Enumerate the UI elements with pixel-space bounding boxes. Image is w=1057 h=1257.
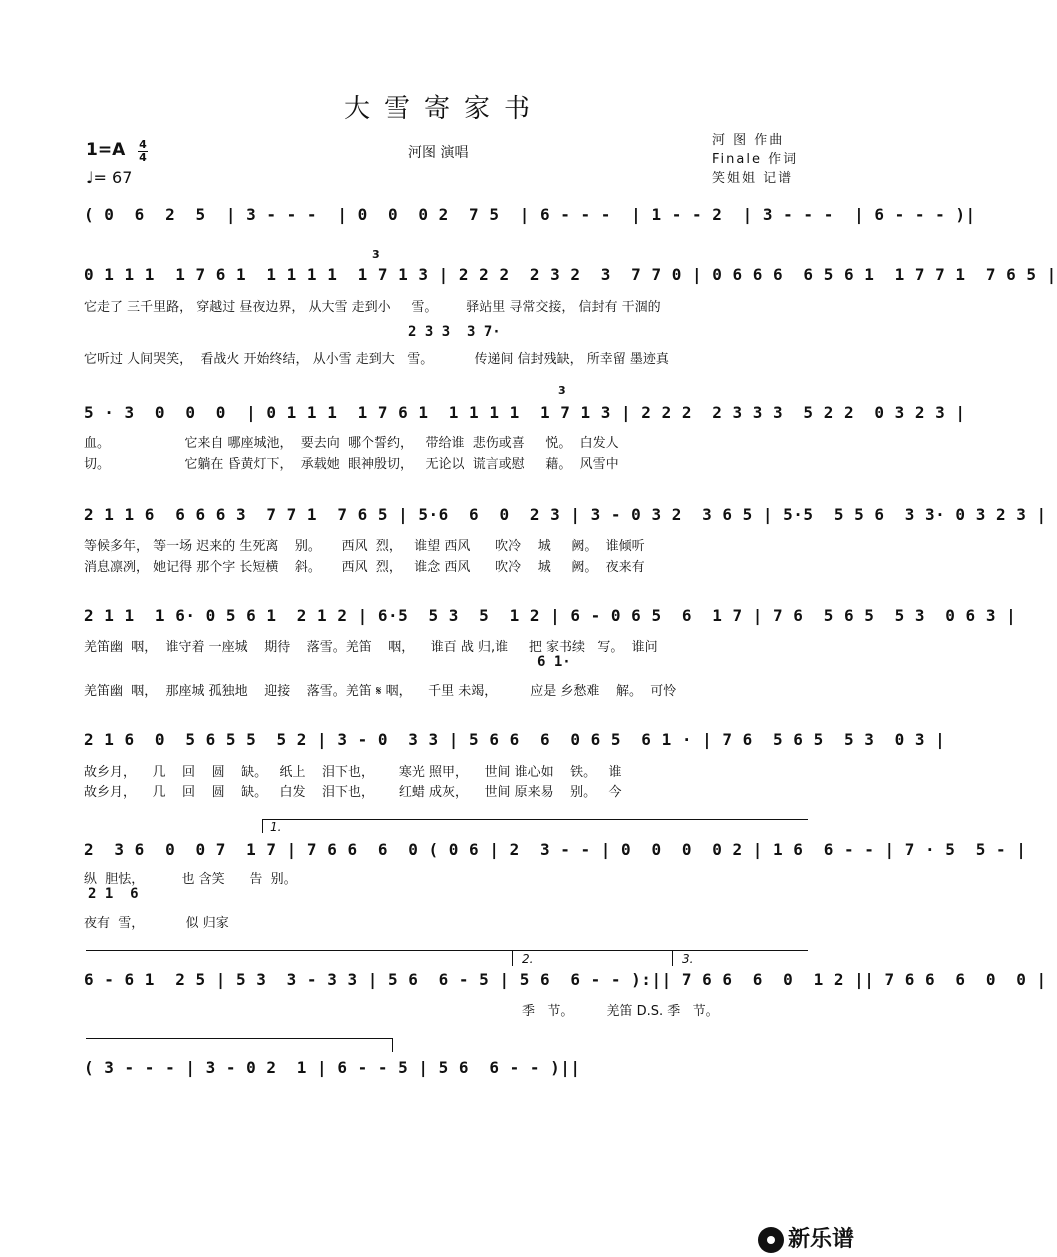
volta-bracket-3-edge: [672, 950, 673, 966]
lyric-line-9: 故乡月， 几 回 圆 缺。 纸上 泪下也， 寒光 照甲， 世间 谁心如 铁。 谁: [84, 765, 622, 780]
lyric-line-5: 等候多年， 等一场 迟来的 生死离 别。 西风 烈， 谁望 西风 吹冷 城 阙。 谁倾听: [84, 539, 645, 554]
lyric-line-12: 夜有 雪， 似 归家: [84, 916, 229, 931]
composer-credit: 河 图 作曲: [712, 133, 785, 148]
lyric-line-13: 季 节。 羌笛 D.S. 季 节。: [522, 1004, 719, 1019]
notation-line-9: ( 3 - - - | 3 - 0 2 1 | 6 - - 5 | 5 6 6 - - )||: [84, 1058, 581, 1077]
volta-label-1: 1.: [270, 820, 282, 834]
singer-credit: 河图 演唱: [408, 145, 469, 161]
lyric-line-11: 纵 胆怯， 也 含笑 告 别。: [84, 872, 297, 887]
lyric-line-3: 血。 它来自 哪座城池， 要去向 哪个誓约， 带给谁 悲伤或喜 悦。 白发人: [84, 436, 619, 451]
notation-line-8: 6 - 6 1 2 5 | 5 3 3 - 3 3 | 5 6 6 - 5 | 5 6 6 - - ):|| 7 6 6 6 0 1 2 || 7 6 6 6 0 0 |: [84, 970, 1047, 989]
lyric-line-6: 消息凛冽， 她记得 那个字 长短横 斜。 西风 烈， 谁念 西风 吹冷 城 阙。 夜来有: [84, 560, 645, 575]
site-logo: [758, 1222, 854, 1253]
repeat-bracket-line: [86, 950, 808, 951]
site-logo-text: 新乐谱: [788, 1227, 855, 1252]
vinyl-record-icon: [758, 1227, 784, 1253]
lyric-line-4: 切。 它躺在 昏黄灯下， 承载她 眼神殷切， 无论以 谎言或慰 藉。 风雪中: [84, 457, 619, 472]
transcriber-credit: 笑姐姐 记谱: [712, 171, 794, 186]
alternate-notes-1: 2 3 3 3 7·: [408, 324, 501, 340]
volta-label-2: 2.: [522, 952, 534, 966]
time-signature-top: 4: [139, 138, 147, 151]
lyric-line-8: 羌笛幽 咽， 那座城 孤独地 迎接 落雪。羌笛 𝄋 咽， 千里 未竭， 应是 乡愁难 解。 可怜: [84, 684, 677, 699]
lyric-line-10: 故乡月， 几 回 圆 缺。 白发 泪下也， 红蜡 成灰， 世间 原来易 别。 今: [84, 785, 622, 800]
coda-bracket-edge: [392, 1038, 393, 1052]
notation-line-3: 5 · 3 0 0 0 | 0 1 1 1 1 7 6 1 1 1 1 1 1 7 1 3 | 2 2 2 2 3 3 3 5 2 2 0 3 2 3 |: [84, 403, 966, 422]
credits: [712, 131, 798, 188]
tempo-marking: ♩= 67: [86, 168, 133, 187]
triplet-mark: 3: [558, 384, 566, 397]
volta-bracket-1: [262, 819, 808, 820]
page-title: 大雪寄家书: [343, 94, 544, 124]
alternate-notes-3: 2 1 6: [88, 886, 139, 902]
triplet-mark: 3: [372, 248, 380, 261]
lyricist-credit: Finale 作词: [712, 152, 799, 167]
alternate-notes-2: 6 1·: [537, 654, 571, 670]
key-signature: 1=A: [86, 140, 126, 160]
notation-line-7: 2 3 6 0 0 7 1 7 | 7 6 6 6 0 ( 0 6 | 2 3 - - | 0 0 0 0 2 | 1 6 6 - - | 7 · 5 5 - |: [84, 840, 1027, 859]
volta-label-3: 3.: [682, 952, 694, 966]
lyric-line-1: 它走了 三千里路， 穿越过 昼夜边界， 从大雪 走到小 雪。 驿站里 寻常交接， 信封有 干涸的: [84, 300, 661, 315]
lyric-line-2: 它听过 人间哭笑， 看战火 开始终结， 从小雪 走到大 雪。 传递间 信封残缺， 所幸留 墨迹真: [84, 352, 669, 367]
time-signature: [138, 139, 148, 164]
volta-bracket-1-edge: [262, 819, 263, 833]
time-signature-bottom: 4: [139, 151, 147, 164]
lyric-line-7: 羌笛幽 咽， 谁守着 一座城 期待 落雪。羌笛 咽， 谁百 战 归,谁 把 家书续 写。 谁问: [84, 640, 658, 655]
notation-line-6: 2 1 6 0 5 6 5 5 5 2 | 3 - 0 3 3 | 5 6 6 6 0 6 5 6 1 · | 7 6 5 6 5 5 3 0 3 |: [84, 730, 946, 749]
coda-bracket-line: [86, 1038, 392, 1039]
notation-line-5: 2 1 1 1 6· 0 5 6 1 2 1 2 | 6·5 5 3 5 1 2 | 6 - 0 6 5 6 1 7 | 7 6 5 6 5 5 3 0 6 3 |: [84, 606, 1017, 625]
notation-line-4: 2 1 1 6 6 6 6 3 7 7 1 7 6 5 | 5·6 6 0 2 3 | 3 - 0 3 2 3 6 5 | 5·5 5 5 6 3 3· 0 3 2 3 |: [84, 505, 1047, 524]
notation-line-2: 0 1 1 1 1 7 6 1 1 1 1 1 1 7 1 3 | 2 2 2 2 3 2 3 7 7 0 | 0 6 6 6 6 5 6 1 1 7 7 1 7 6 5 |: [84, 265, 1057, 284]
notation-line-1: ( 0 6 2 5 | 3 - - - | 0 0 0 2 7 5 | 6 - - - | 1 - - 2 | 3 - - - | 6 - - - )|: [84, 205, 976, 224]
volta-bracket-2-edge: [512, 950, 513, 966]
